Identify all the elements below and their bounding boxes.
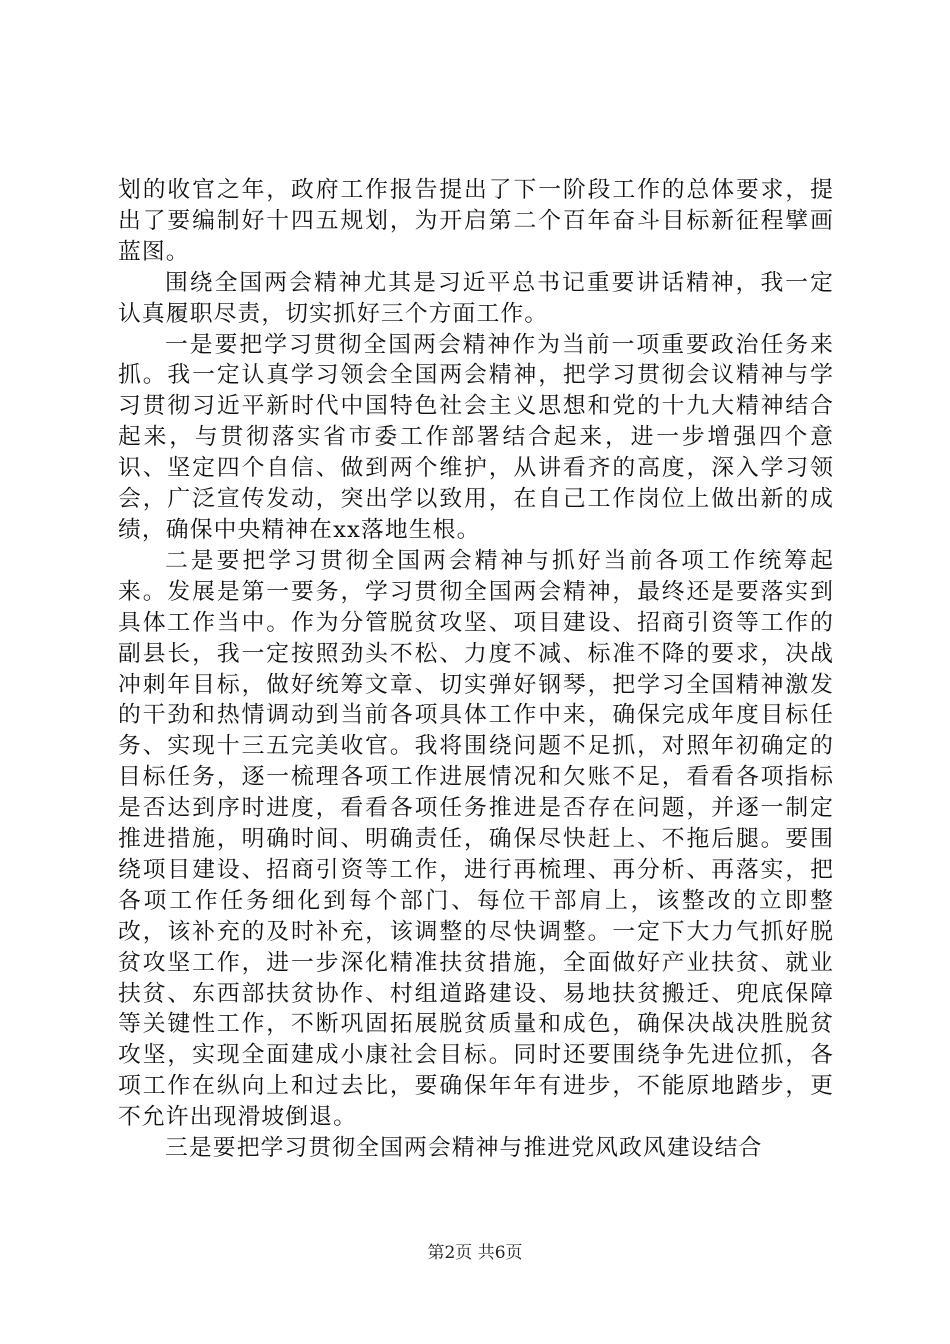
page-footer: 第2页 共6页	[427, 1243, 523, 1263]
paragraph-intro: 围绕全国两会精神尤其是习近平总书记重要讲话精神，我一定认真履职尽责，切实抓好三个方面工作。	[118, 269, 834, 327]
paragraph-continuation: 划的收官之年，政府工作报告提出了下一阶段工作的总体要求，提出了要编制好十四五规划，为开启第二个百年奋斗目标新征程擘画蓝图。	[118, 177, 834, 265]
document-body	[118, 175, 834, 1164]
paragraph-point-one: 一是要把学习贯彻全国两会精神作为当前一项重要政治任务来抓。我一定认真学习领会全国两会精神，把学习贯彻会议精神与学习贯彻习近平新时代中国特色社会主义思想和党的十九大精神结合起来，与贯彻落实省市委工作部署结合起来，进一步增强四个意识、坚定四个自信、做到两个维护，从讲看齐的高度，深入学习领会，广泛宣传发动，突出学以致用，在自己工作岗位上做出新的成绩，确保中央精神在xx落地生根。	[118, 331, 834, 543]
paragraph-point-two: 二是要把学习贯彻全国两会精神与抓好当前各项工作统筹起来。发展是第一要务，学习贯彻全国两会精神，最终还是要落实到具体工作当中。作为分管脱贫攻坚、项目建设、招商引资等工作的副县长，我一定按照劲头不松、力度不减、标准不降的要求，决战冲刺年目标，做好统筹文章、切实弹好钢琴，把学习全国精神激发的干劲和热情调动到当前各项具体工作中来，确保完成年度目标任务、实现十三五完美收官。我将围绕问题不足抓，对照年初确定的目标任务，逐一梳理各项工作进展情况和欠账不足，看看各项指标是否达到序时进度，看看各项任务推进是否存在问题，并逐一制定推进措施，明确时间、明确责任，确保尽快赶上、不拖后腿。要围绕项目建设、招商引资等工作，进行再梳理、再分析、再落实，把各项工作任务细化到每个部门、每位干部肩上，该整改的立即整改，该补充的及时补充，该调整的尽快调整。一定下大力气抓好脱贫攻坚工作，进一步深化精准扶贫措施，全面做好产业扶贫、就业扶贫、东西部扶贫协作、村组道路建设、易地扶贫搬迁、兜底保障等关键性工作，不断巩固拓展脱贫质量和成色，确保决战决胜脱贫攻坚，实现全面建成小康社会目标。同时还要围绕争先进位抓，各项工作在纵向上和过去比，要确保年年有进步，不能原地踏步，更不允许出现滑坡倒退。	[118, 547, 834, 1131]
paragraph-point-three: 三是要把学习贯彻全国两会精神与推进党风政风建设结合	[165, 1135, 763, 1162]
